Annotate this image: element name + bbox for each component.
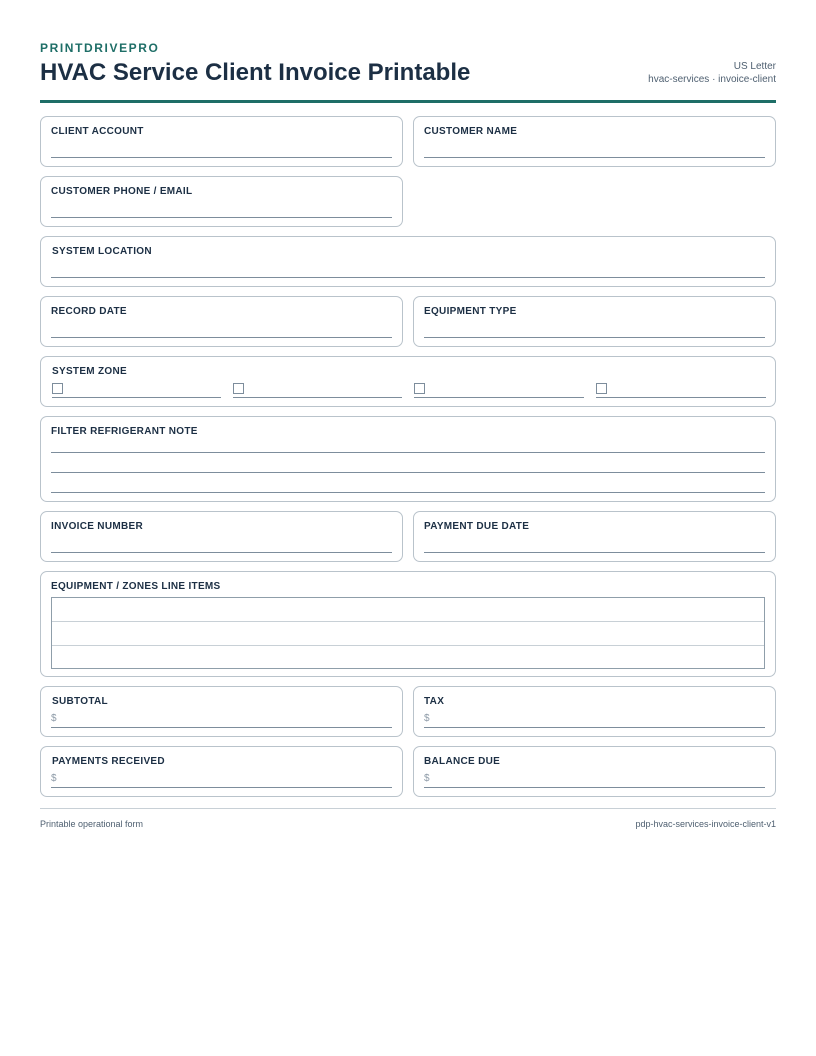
tax-currency: $ (424, 713, 430, 724)
subtotal-label: SUBTOTAL (52, 696, 108, 707)
zone-input-2[interactable] (233, 397, 402, 398)
zone-input-4[interactable] (596, 397, 766, 398)
footer-form-id: pdp-hvac-services-invoice-client-v1 (635, 819, 776, 829)
payments-received-label: PAYMENTS RECEIVED (52, 756, 165, 767)
client-account-label: CLIENT ACCOUNT (51, 126, 144, 137)
record-date-field (40, 296, 403, 347)
note-line-3[interactable] (51, 492, 765, 493)
record-date-label: RECORD DATE (51, 306, 127, 317)
tax-field (413, 686, 776, 737)
client-account-input[interactable] (51, 157, 392, 158)
system-location-field (40, 236, 776, 287)
balance-due-label: BALANCE DUE (424, 756, 501, 767)
customer-name-input[interactable] (424, 157, 765, 158)
tax-input[interactable] (424, 727, 765, 728)
system-zone-field (40, 356, 776, 407)
balance-due-field (413, 746, 776, 797)
customer-phone-email-field (40, 176, 403, 227)
payments-received-currency: $ (51, 773, 57, 784)
line-items-table (51, 597, 765, 669)
page-title: HVAC Service Client Invoice Printable (40, 59, 471, 86)
table-row[interactable] (52, 646, 764, 668)
invoice-number-input[interactable] (51, 552, 392, 553)
customer-phone-email-label: CUSTOMER PHONE / EMAIL (51, 186, 193, 197)
payment-due-date-label: PAYMENT DUE DATE (424, 521, 530, 532)
system-location-label: SYSTEM LOCATION (52, 246, 152, 257)
subtotal-currency: $ (51, 713, 57, 724)
line-items-label: EQUIPMENT / ZONES LINE ITEMS (51, 581, 221, 592)
filter-refrigerant-note-field (40, 416, 776, 502)
subtotal-input[interactable] (51, 727, 392, 728)
table-row[interactable] (52, 598, 764, 622)
zone-input-1[interactable] (52, 397, 221, 398)
customer-name-field (413, 116, 776, 167)
balance-due-currency: $ (424, 773, 430, 784)
client-account-field (40, 116, 403, 167)
paper-size: US Letter (733, 61, 776, 72)
form-meta (648, 60, 776, 86)
form-header (40, 40, 776, 103)
system-location-input[interactable] (51, 277, 765, 278)
line-items-field (40, 571, 776, 677)
zone-checkbox-2[interactable] (233, 383, 244, 394)
customer-name-label: CUSTOMER NAME (424, 126, 518, 137)
invoice-number-field (40, 511, 403, 562)
zone-checkbox-1[interactable] (52, 383, 63, 394)
record-date-input[interactable] (51, 337, 392, 338)
page-footer (40, 808, 776, 829)
note-line-2[interactable] (51, 472, 765, 473)
zone-checkbox-4[interactable] (596, 383, 607, 394)
payments-received-field (40, 746, 403, 797)
brand-name: PRINTDRIVEPRO (40, 41, 160, 55)
form-tags: hvac-services · invoice-client (648, 74, 776, 85)
note-line-1[interactable] (51, 452, 765, 453)
form-page (40, 40, 776, 103)
system-zone-label: SYSTEM ZONE (52, 366, 127, 377)
equipment-type-field (413, 296, 776, 347)
zone-checkbox-3[interactable] (414, 383, 425, 394)
tax-label: TAX (424, 696, 445, 707)
customer-phone-email-input[interactable] (51, 217, 392, 218)
payment-due-date-input[interactable] (424, 552, 765, 553)
subtotal-field (40, 686, 403, 737)
zone-input-3[interactable] (414, 397, 584, 398)
payments-received-input[interactable] (51, 787, 392, 788)
equipment-type-label: EQUIPMENT TYPE (424, 306, 517, 317)
table-row[interactable] (52, 622, 764, 646)
filter-refrigerant-note-label: FILTER REFRIGERANT NOTE (51, 426, 198, 437)
footer-form-type: Printable operational form (40, 819, 144, 829)
payment-due-date-field (413, 511, 776, 562)
equipment-type-input[interactable] (424, 337, 765, 338)
invoice-number-label: INVOICE NUMBER (51, 521, 143, 532)
balance-due-input[interactable] (424, 787, 765, 788)
